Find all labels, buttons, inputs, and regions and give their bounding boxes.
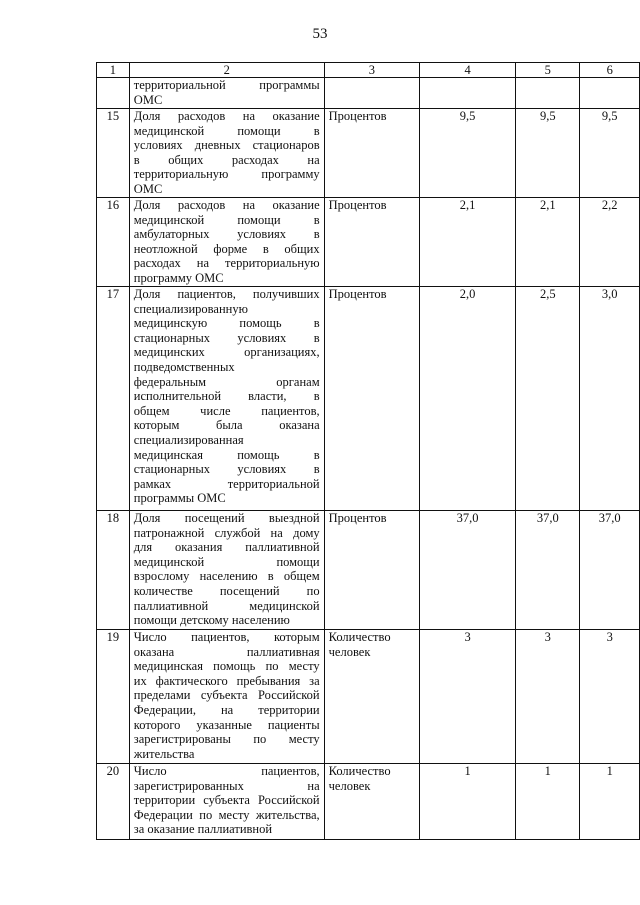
indicator-line: территориальной программы bbox=[133, 78, 320, 92]
indicator-line: территориальную программу bbox=[133, 167, 320, 182]
indicator-line: рамках территориальной bbox=[133, 476, 320, 491]
table-row bbox=[97, 198, 640, 287]
continuation-row bbox=[97, 78, 640, 109]
num-cell bbox=[97, 78, 130, 109]
value-cell: 9,5 bbox=[580, 109, 640, 198]
indicator-line: подведомственных bbox=[133, 359, 235, 374]
unit-cell bbox=[324, 109, 420, 198]
value-cell: 2,5 bbox=[516, 287, 580, 511]
value-cell: 37,0 bbox=[420, 511, 516, 630]
value-cell: 9,5 bbox=[420, 109, 516, 198]
indicator-line: зарегистрированных на bbox=[133, 778, 320, 793]
indicator-line: Доля пациентов, получивших bbox=[133, 287, 320, 301]
indicator-cell bbox=[129, 630, 324, 764]
indicator-line: специализированную bbox=[133, 301, 248, 316]
indicator-line: паллиативной медицинской bbox=[133, 598, 320, 613]
value-cell bbox=[580, 78, 640, 109]
header-cell: 2 bbox=[129, 63, 324, 78]
unit-cell bbox=[324, 78, 420, 109]
indicator-line: медицинских организациях, bbox=[133, 345, 320, 360]
indicator-line: медицинская помощь по месту bbox=[133, 659, 320, 674]
indicator-line: федеральным органам bbox=[133, 374, 320, 389]
indicator-cell bbox=[129, 764, 324, 840]
indicator-line: Федерации по месту жительства, bbox=[133, 807, 320, 822]
indicator-line: Доля посещений выездной bbox=[133, 511, 320, 525]
unit-cell bbox=[324, 630, 420, 764]
indicator-line: медицинской помощи в bbox=[133, 212, 320, 227]
unit-line: Процентов bbox=[328, 198, 387, 212]
indicator-line: амбулаторных условиях в bbox=[133, 227, 320, 242]
indicator-line: стационарных условиях в bbox=[133, 330, 320, 345]
row-number: 15 bbox=[97, 109, 130, 198]
indicator-cell bbox=[129, 287, 324, 511]
indicator-line: специализированная bbox=[133, 432, 244, 447]
unit-cell bbox=[324, 764, 420, 840]
indicator-line: Доля расходов на оказание bbox=[133, 109, 320, 123]
unit-cell bbox=[324, 198, 420, 287]
indicator-line: Число пациентов, bbox=[133, 764, 320, 778]
indicator-line: стационарных условиях в bbox=[133, 462, 320, 477]
header-cell: 3 bbox=[324, 63, 420, 78]
indicator-line: условиях дневных стационаров bbox=[133, 138, 320, 153]
indicator-line: Доля расходов на оказание bbox=[133, 198, 320, 212]
row-number: 17 bbox=[97, 287, 130, 511]
value-cell: 37,0 bbox=[516, 511, 580, 630]
indicator-line: взрослому населению в общем bbox=[133, 569, 320, 584]
value-cell: 1 bbox=[580, 764, 640, 840]
unit-line: Процентов bbox=[328, 109, 387, 123]
unit-cell bbox=[324, 287, 420, 511]
indicator-line: патронажной службой на дому bbox=[133, 525, 320, 540]
indicator-line: за оказание паллиативной bbox=[133, 822, 273, 837]
row-number: 19 bbox=[97, 630, 130, 764]
value-cell: 3,0 bbox=[580, 287, 640, 511]
indicator-line: территории субъекта Российской bbox=[133, 793, 320, 808]
table-row bbox=[97, 511, 640, 630]
value-cell: 37,0 bbox=[580, 511, 640, 630]
row-number: 18 bbox=[97, 511, 130, 630]
value-cell: 3 bbox=[580, 630, 640, 764]
value-cell: 3 bbox=[516, 630, 580, 764]
table-row bbox=[97, 630, 640, 764]
indicator-line: Число пациентов, которым bbox=[133, 630, 320, 644]
unit-line: Количество bbox=[328, 764, 391, 778]
header-cell: 1 bbox=[97, 63, 130, 78]
indicator-cell bbox=[129, 109, 324, 198]
value-cell: 2,2 bbox=[580, 198, 640, 287]
unit-line: человек bbox=[328, 644, 371, 659]
indicator-line: общем числе пациентов, bbox=[133, 403, 320, 418]
value-cell: 1 bbox=[516, 764, 580, 840]
value-cell: 9,5 bbox=[516, 109, 580, 198]
unit-line: человек bbox=[328, 778, 371, 793]
unit-line: Процентов bbox=[328, 287, 387, 301]
indicator-line: зарегистрированы по месту bbox=[133, 732, 320, 747]
unit-cell bbox=[324, 511, 420, 630]
indicator-line: медицинскую помощь в bbox=[133, 316, 320, 331]
indicator-line: для оказания паллиативной bbox=[133, 540, 320, 555]
indicator-line: неотложной форме в общих bbox=[133, 241, 320, 256]
indicator-line: программу ОМС bbox=[133, 270, 224, 285]
unit-line: Процентов bbox=[328, 511, 387, 525]
indicator-line: исполнительной власти, в bbox=[133, 389, 320, 404]
table-row bbox=[97, 109, 640, 198]
header-row bbox=[97, 63, 640, 78]
indicator-line: медицинской помощи bbox=[133, 554, 320, 569]
unit-line: Количество bbox=[328, 630, 391, 644]
indicator-line: медицинская помощь в bbox=[133, 447, 320, 462]
value-cell: 2,1 bbox=[420, 198, 516, 287]
header-cell: 6 bbox=[580, 63, 640, 78]
indicator-cell bbox=[129, 78, 324, 109]
indicator-line: ОМС bbox=[133, 181, 163, 196]
indicators-table bbox=[96, 62, 640, 840]
indicator-cell bbox=[129, 198, 324, 287]
indicator-line: ОМС bbox=[133, 92, 163, 107]
value-cell bbox=[420, 78, 516, 109]
value-cell: 1 bbox=[420, 764, 516, 840]
table-row bbox=[97, 287, 640, 511]
indicator-line: в общих расходах на bbox=[133, 152, 320, 167]
indicator-cell bbox=[129, 511, 324, 630]
indicator-line: которым была оказана bbox=[133, 418, 320, 433]
value-cell: 2,0 bbox=[420, 287, 516, 511]
header-cell: 5 bbox=[516, 63, 580, 78]
row-number: 20 bbox=[97, 764, 130, 840]
value-cell: 3 bbox=[420, 630, 516, 764]
indicator-line: оказана паллиативная bbox=[133, 644, 320, 659]
indicator-line: их фактического пребывания за bbox=[133, 673, 320, 688]
row-number: 16 bbox=[97, 198, 130, 287]
indicator-line: расходах на территориальную bbox=[133, 256, 320, 271]
page-number: 53 bbox=[312, 26, 328, 42]
value-cell bbox=[516, 78, 580, 109]
indicator-line: пределами субъекта Российской bbox=[133, 688, 320, 703]
indicator-line: помощи детскому населению bbox=[133, 613, 290, 628]
header-cell: 4 bbox=[420, 63, 516, 78]
indicator-line: жительства bbox=[133, 746, 195, 761]
indicator-line: которого указанные пациенты bbox=[133, 717, 320, 732]
indicator-line: количестве посещений по bbox=[133, 583, 320, 598]
indicator-line: медицинской помощи в bbox=[133, 123, 320, 138]
indicator-line: Федерации, на территории bbox=[133, 702, 320, 717]
indicator-line: программы ОМС bbox=[133, 491, 226, 506]
table-row bbox=[97, 764, 640, 840]
value-cell: 2,1 bbox=[516, 198, 580, 287]
